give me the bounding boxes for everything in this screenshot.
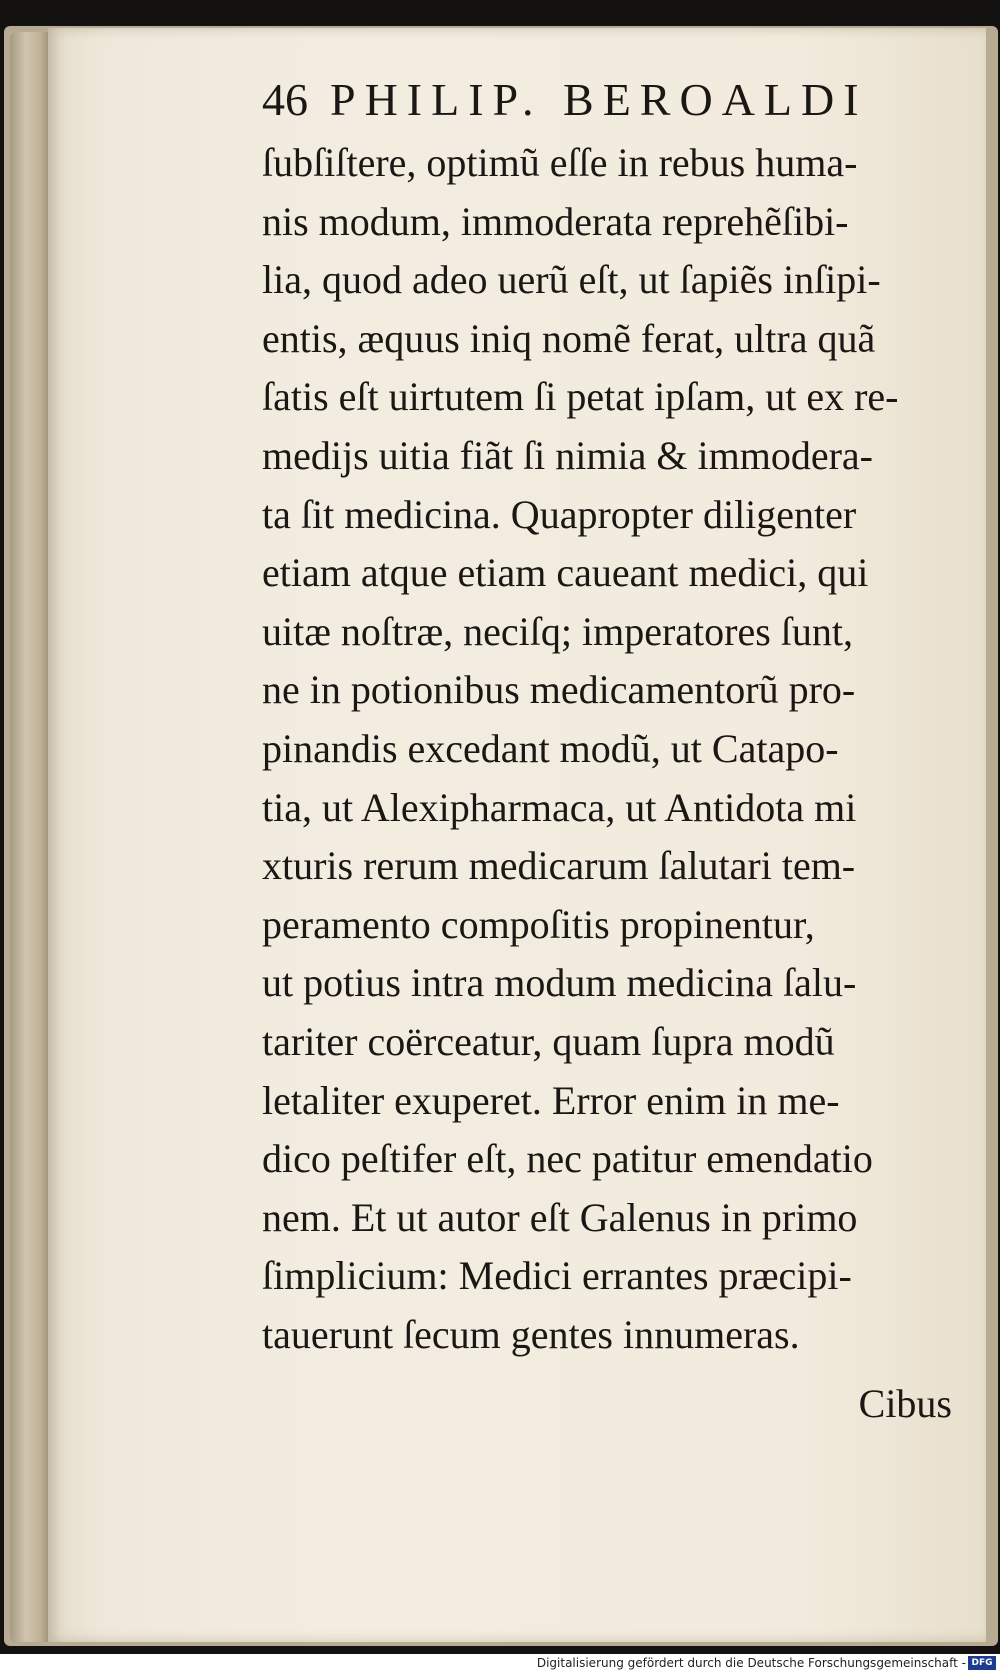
text-line: lia, quod adeo uerũ eſt, ut ſapiẽs inſipi- [262, 257, 881, 303]
body-text [262, 134, 952, 1364]
running-title: PHILIP. BEROALDI [330, 74, 868, 125]
text-line: ſimplicium: Medici errantes præcipi- [262, 1253, 852, 1299]
text-line: etiam atque etiam caueant medici, qui [262, 550, 869, 596]
page-number: 46 [262, 74, 308, 125]
text-line: tauerunt ſecum gentes innumeras. [262, 1311, 800, 1357]
text-line: ſatis eſt uirtutem ſi petat ipſam, ut ex re- [262, 374, 899, 420]
text-line: ne in potionibus medicamentorũ pro- [262, 667, 856, 713]
text-line: medijs uitia fiãt ſi nimia & immodera- [262, 432, 873, 478]
text-line: ut potius intra modum medicina ſalu- [262, 960, 857, 1006]
text-line: tia, ut Alexipharmaca, ut Antidota mi [262, 784, 857, 830]
text-line: nis modum, immoderata reprehẽſibi- [262, 198, 849, 244]
page-header [262, 70, 952, 130]
text-line: entis, æquus iniq nomẽ ferat, ultra quã [262, 315, 876, 361]
digitization-credit: Digitalisierung gefördert durch die Deutsche Forschungsgemeinschaft - [536, 1656, 966, 1670]
catchword: Cibus [858, 1381, 952, 1426]
text-line: dico peſtifer eſt, nec patitur emendatio [262, 1136, 873, 1182]
text-line: pinandis excedant modũ, ut Catapo- [262, 725, 839, 771]
text-line: xturis rerum medicarum ſalutari tem- [262, 843, 856, 889]
text-line: ta ſit medicina. Quapropter diligenter [262, 491, 857, 537]
text-line: tariter coërceatur, quam ſupra modũ [262, 1018, 835, 1064]
text-line: nem. Et ut autor eſt Galenus in primo [262, 1194, 858, 1240]
text-line: uitæ noſtræ, neciſq; imperatores ſunt, [262, 608, 854, 654]
text-line: ſubſiſtere, optimũ eſſe in rebus huma- [262, 140, 858, 185]
text-line: letaliter exuperet. Error enim in me- [262, 1077, 840, 1123]
dfg-logo: DFG [968, 1656, 996, 1670]
text-line: peramento compoſitis propinentur, [262, 901, 815, 947]
book-spine-edge [10, 32, 50, 1642]
